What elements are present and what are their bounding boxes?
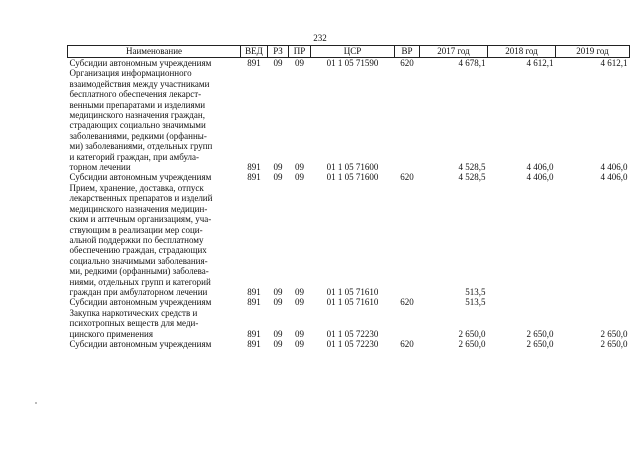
cell-rz: 09 (273, 286, 283, 297)
table-row (68, 183, 630, 297)
row-name-line: Субсидии автономным учреждениям (69, 58, 212, 68)
table-body (68, 58, 630, 350)
cell-y2018: 4 612,1 (526, 58, 554, 68)
row-name-line: цинского применения (69, 328, 153, 339)
header-rz: РЗ (268, 46, 289, 58)
cell-ved: 891 (247, 162, 261, 173)
row-name-line: взаимодействия между участниками (69, 78, 210, 89)
row-name (68, 297, 241, 307)
header-ved: ВЕД (241, 46, 268, 58)
table-row (68, 58, 630, 69)
header-row (68, 46, 630, 58)
table-row (68, 297, 630, 307)
cell-y2019: 4 406,0 (600, 172, 628, 183)
cell-csr: 01 1 05 71610 (326, 297, 379, 308)
cell-y2019 (556, 297, 630, 307)
row-name-line: венными препаратами и изделиями (69, 99, 206, 110)
cell-y2018: 2 650,0 (526, 328, 554, 339)
row-name (68, 58, 241, 69)
row-name-line: ми) заболеваниями, отдельных групп (69, 141, 213, 152)
cell-y2019: 2 650,0 (600, 338, 628, 349)
cell-ved: 891 (247, 172, 261, 183)
row-name (68, 308, 241, 339)
cell-ved: 891 (247, 338, 261, 349)
row-name-line: граждан при амбулаторном лечении (69, 286, 208, 297)
row-name-line: психотропных веществ для меди- (69, 318, 199, 329)
row-name-line: заболеваниями, редкими (орфанны- (69, 130, 207, 141)
row-name-line: Организация информационного (69, 68, 192, 79)
cell-rz: 09 (273, 172, 283, 183)
row-name (68, 68, 241, 172)
cell-rz: 09 (273, 162, 283, 173)
cell-y2017: 4 528,5 (458, 172, 486, 183)
header-2017: 2017 год (420, 46, 488, 58)
row-name-line: социально значимыми заболевания- (69, 255, 208, 266)
cell-vr (395, 68, 420, 172)
row-name-line: Закупка наркотических средств и (69, 307, 198, 318)
row-name-line: Субсидии автономным учреждениям (69, 172, 212, 183)
cell-y2018: 4 406,0 (526, 172, 554, 183)
cell-ved: 891 (247, 297, 261, 308)
cell-pr: 09 (295, 58, 304, 68)
header-name: Наименование (68, 46, 241, 58)
cell-vr: 620 (400, 58, 414, 68)
cell-vr: 620 (400, 172, 414, 183)
cell-pr: 09 (295, 286, 304, 297)
cell-y2017: 4 678,1 (458, 58, 486, 68)
cell-vr: 620 (400, 297, 414, 308)
cell-y2019: 2 650,0 (600, 328, 628, 339)
page-number: 232 (313, 33, 327, 43)
cell-csr: 01 1 05 71610 (326, 286, 379, 297)
cell-y2017: 513,5 (465, 297, 486, 308)
header-2019: 2019 год (556, 46, 630, 58)
table-header (68, 46, 630, 58)
cell-pr: 09 (295, 338, 304, 349)
table-row (68, 68, 630, 172)
cell-y2018 (488, 183, 556, 297)
cell-rz: 09 (273, 297, 283, 308)
cell-vr: 620 (400, 338, 414, 349)
row-name-line: ми, редкими (орфанными) заболева- (69, 266, 209, 277)
header-2018: 2018 год (488, 46, 556, 58)
row-name-line: страдающих социально значимыми (69, 120, 206, 131)
cell-ved: 891 (247, 58, 261, 68)
cell-csr: 01 1 05 71600 (326, 162, 379, 173)
row-name-line: ствующим в реализации мер соци- (69, 224, 203, 235)
cell-vr (395, 308, 420, 339)
row-name-line: бесплатного обеспечения лекарст- (69, 89, 202, 100)
cell-rz: 09 (273, 58, 283, 68)
table-row (68, 172, 630, 182)
cell-csr: 01 1 05 71590 (326, 58, 379, 68)
row-name-line: и категорий граждан, при амбула- (69, 151, 200, 162)
budget-table (67, 45, 630, 349)
row-name-line: Прием, хранение, доставка, отпуск (69, 182, 204, 193)
header-csr: ЦСР (311, 46, 395, 58)
table-row (68, 308, 630, 339)
row-name (68, 183, 241, 297)
cell-y2019 (556, 183, 630, 297)
cell-rz: 09 (273, 338, 283, 349)
cell-y2017: 2 650,0 (458, 328, 486, 339)
header-vr: ВР (395, 46, 420, 58)
row-name-line: медицинского назначения медицин- (69, 203, 208, 214)
row-name (68, 339, 241, 349)
row-name-line: Субсидии автономным учреждениям (69, 338, 212, 349)
row-name-line: медицинского назначения граждан, (69, 110, 205, 121)
row-name-line: ниями, отдельных групп и категорий (69, 276, 211, 287)
row-name-line: обеспечению граждан, страдающих (69, 245, 207, 256)
scan-speck (35, 402, 37, 404)
row-name-line: ским и аптечным организациям, уча- (69, 214, 212, 225)
cell-csr: 01 1 05 72230 (326, 338, 379, 349)
cell-y2017: 2 650,0 (458, 338, 486, 349)
cell-ved: 891 (247, 328, 261, 339)
table-row (68, 339, 630, 349)
row-name-line: Субсидии автономным учреждениям (69, 297, 212, 308)
cell-y2019: 4 406,0 (600, 162, 628, 173)
cell-csr: 01 1 05 71600 (326, 172, 379, 183)
cell-y2017: 4 528,5 (458, 162, 486, 173)
cell-y2018: 4 406,0 (526, 162, 554, 173)
cell-pr: 09 (295, 172, 304, 183)
row-name-line: лекарственных препаратов и изделий (69, 193, 213, 204)
cell-pr: 09 (295, 297, 304, 308)
row-name-line: альной поддержки по бесплатному (69, 234, 204, 245)
cell-y2018: 2 650,0 (526, 338, 554, 349)
row-name (68, 172, 241, 182)
cell-y2018 (488, 297, 556, 307)
cell-csr: 01 1 05 72230 (326, 328, 379, 339)
header-pr: ПР (289, 46, 311, 58)
cell-ved: 891 (247, 286, 261, 297)
cell-vr (395, 183, 420, 297)
row-name-line: торном лечении (69, 162, 131, 173)
cell-pr: 09 (295, 162, 304, 173)
cell-pr: 09 (295, 328, 304, 339)
cell-y2017: 513,5 (465, 286, 486, 297)
cell-rz: 09 (273, 328, 283, 339)
cell-y2019: 4 612,1 (600, 58, 628, 68)
